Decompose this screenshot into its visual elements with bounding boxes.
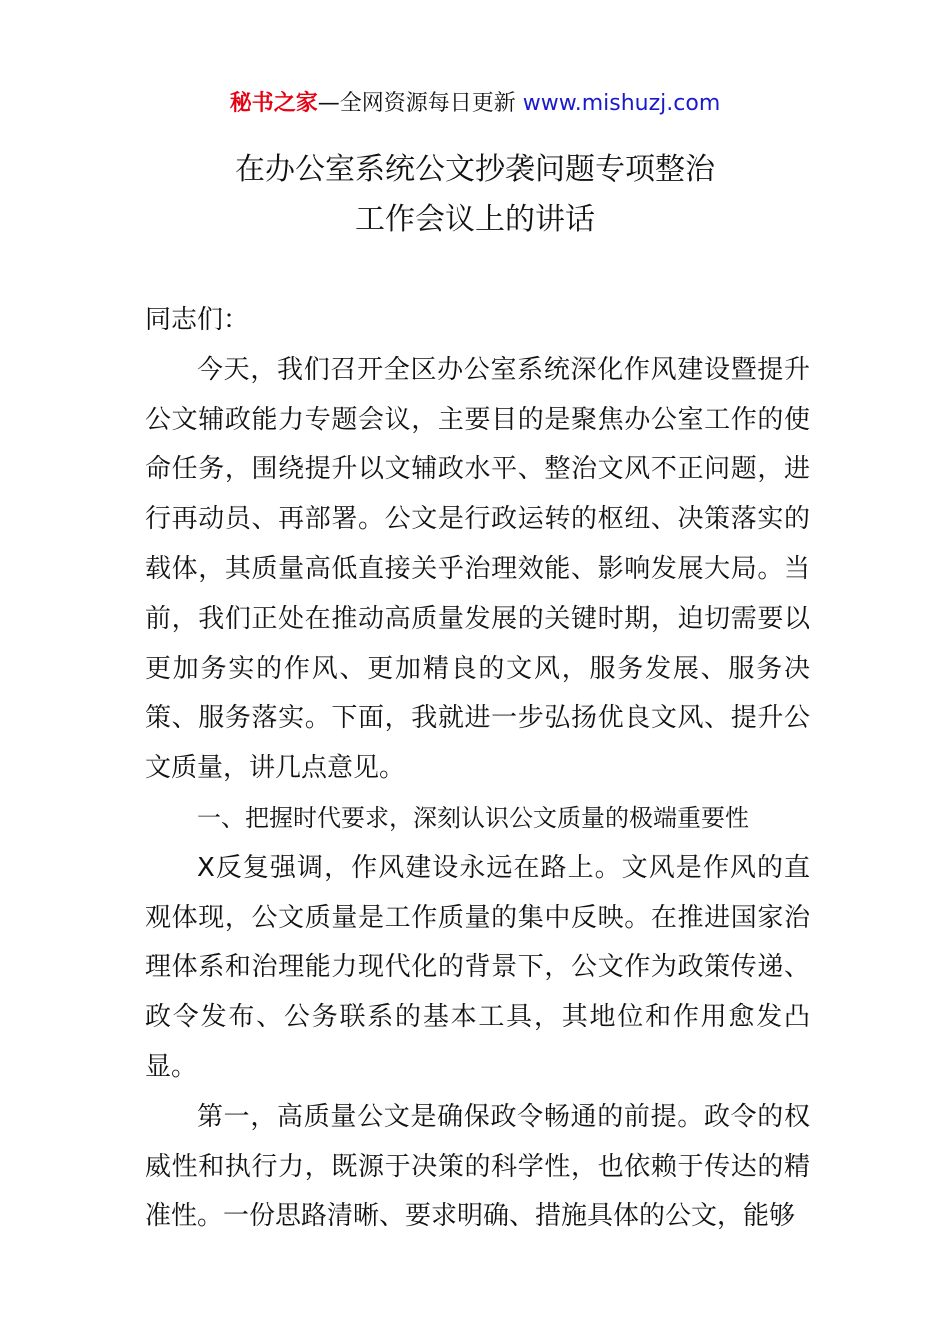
paragraph: X反复强调，作风建设永远在路上。文风是作风的直观体现，公文质量是工作质量的集中反映。在推进国家治理体系和治理能力现代化的背景下，公文作为政策传递、政令发布、公务联系的基本工具，其地位和作用愈发凸显。 bbox=[145, 852, 810, 1082]
document-body bbox=[145, 296, 810, 1242]
paragraph: 第一，高质量公文是确保政令畅通的前提。政令的权威性和执行力，既源于决策的科学性，也依赖于传达的精准性。一份思路清晰、要求明确、措施具体的公文，能够 bbox=[145, 1101, 810, 1232]
document-title-line-2: 工作会议上的讲话 bbox=[355, 202, 595, 237]
paragraph: 今天，我们召开全区办公室系统深化作风建设暨提升公文辅政能力专题会议，主要目的是聚焦办公室工作的使命任务，围绕提升以文辅政水平、整治文风不正问题，进行再动员、再部署。公文是行政运转的枢纽、决策落实的载体，其质量高低直接关乎治理效能、影响发展大局。当前，我们正处在推动高质量发展的关键时期，迫切需要以更加务实的作风、更加精良的文风，服务发展、服务决策、服务落实。下面，我就进一步弘扬优良文风、提升公文质量，讲几点意见。 bbox=[145, 354, 810, 784]
brand-name: 秘书之家 bbox=[229, 91, 318, 116]
section-heading: 一、把握时代要求，深刻认识公文质量的极端重要性 bbox=[197, 803, 749, 832]
site-header bbox=[0, 88, 950, 120]
site-url[interactable]: www.mishuzj.com bbox=[522, 91, 721, 116]
salutation: 同志们： bbox=[145, 305, 250, 335]
header-tagline: —全网资源每日更新 bbox=[317, 91, 523, 116]
document-title-line-1: 在办公室系统公文抄袭问题专项整治 bbox=[235, 152, 715, 187]
